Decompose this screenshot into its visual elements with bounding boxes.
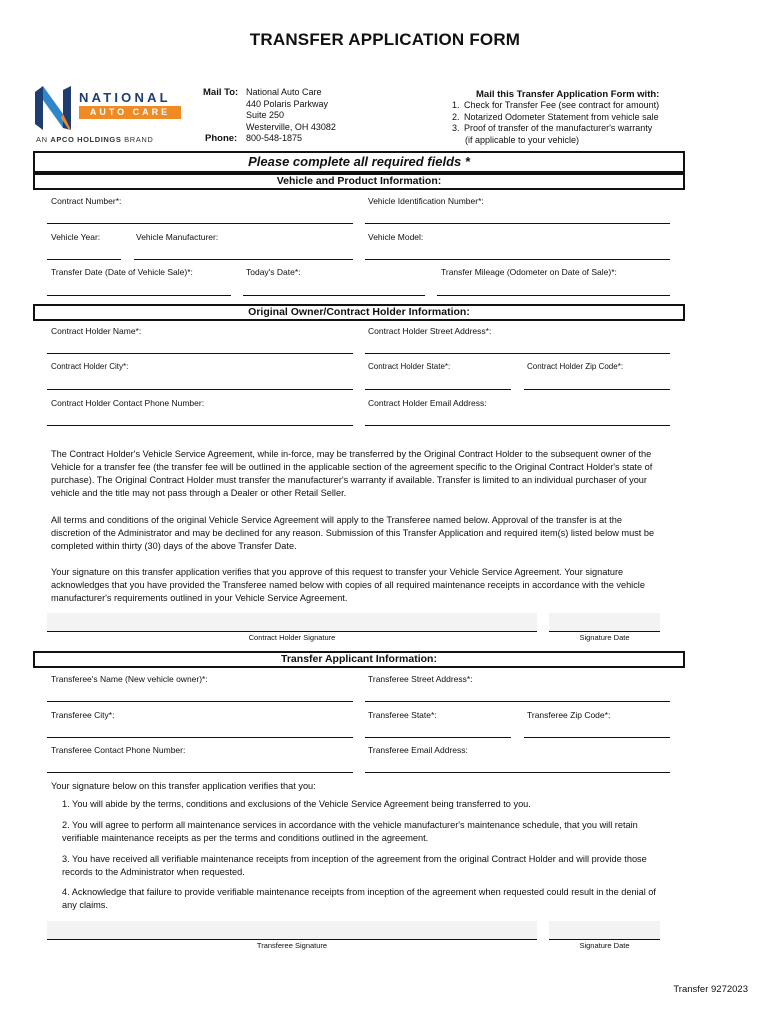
vin-label: Vehicle Identification Number*: bbox=[368, 196, 484, 206]
contract-number-field[interactable] bbox=[47, 223, 353, 224]
verify-item: 4. Acknowledge that failure to provide verifiable maintenance receipts from inception of the agreement when requested could result in the denial of any claims. bbox=[62, 887, 656, 910]
signature-date-line bbox=[549, 631, 660, 632]
vehicle-model-field[interactable] bbox=[365, 259, 670, 260]
vehicle-year-label: Vehicle Year: bbox=[51, 232, 101, 242]
vehicle-year-field[interactable] bbox=[47, 259, 121, 260]
transferee-signature-date-label: Signature Date bbox=[579, 941, 630, 950]
holder-name-field[interactable] bbox=[47, 353, 353, 354]
address-line: Westerville, OH 43082 bbox=[246, 121, 336, 132]
transferee-phone-field[interactable] bbox=[47, 772, 353, 773]
holder-zip-field[interactable] bbox=[524, 389, 670, 390]
transferee-phone-label: Transferee Contact Phone Number: bbox=[51, 745, 186, 755]
mail-to-label: Mail To: bbox=[203, 87, 239, 98]
contract-number-label: Contract Number*: bbox=[51, 196, 122, 206]
transferee-zip-label: Transferee Zip Code*: bbox=[527, 710, 611, 720]
holder-zip-label: Contract Holder Zip Code*: bbox=[527, 362, 624, 371]
holder-city-field[interactable] bbox=[47, 389, 353, 390]
holder-email-label: Contract Holder Email Address: bbox=[368, 398, 487, 408]
transferee-state-field[interactable] bbox=[365, 737, 511, 738]
verify-intro: Your signature below on this transfer application verifies that you: bbox=[51, 781, 316, 791]
transferee-street-field[interactable] bbox=[365, 701, 670, 702]
signature-line bbox=[47, 939, 537, 940]
transferee-city-label: Transferee City*: bbox=[51, 710, 115, 720]
transferee-email-label: Transferee Email Address: bbox=[368, 745, 468, 755]
mail-with-list: 1. Check for Transfer Fee (see contract for amount) 2. Notarized Odometer Statement from vehicle sale 3. Proof of transfer of the manufacturer's warranty (if applicable to your vehicle) bbox=[452, 100, 660, 145]
vehicle-manufacturer-label: Vehicle Manufacturer: bbox=[136, 232, 219, 242]
contract-holder-signature-label: Contract Holder Signature bbox=[248, 633, 336, 642]
signature-line bbox=[47, 631, 537, 632]
mail-with-item: Proof of transfer of the manufacturer's warranty bbox=[464, 123, 653, 133]
transferee-street-label: Transferee Street Address*: bbox=[368, 674, 473, 684]
holder-phone-field[interactable] bbox=[47, 425, 353, 426]
todays-date-label: Today's Date*: bbox=[246, 267, 301, 277]
required-fields-banner: Please complete all required fields * bbox=[33, 151, 685, 173]
section-vehicle-header: Vehicle and Product Information: bbox=[33, 173, 685, 190]
holder-city-label: Contract Holder City*: bbox=[51, 362, 129, 371]
form-title: TRANSFER APPLICATION FORM bbox=[249, 30, 521, 49]
holder-state-label: Contract Holder State*: bbox=[368, 362, 451, 371]
transferee-state-label: Transferee State*: bbox=[368, 710, 437, 720]
mail-with-item: Notarized Odometer Statement from vehicle sale bbox=[464, 111, 659, 122]
holder-name-label: Contract Holder Name*: bbox=[51, 326, 142, 336]
transferee-zip-field[interactable] bbox=[524, 737, 670, 738]
signature-date-label: Signature Date bbox=[579, 633, 630, 642]
transferee-signature-date-field[interactable] bbox=[549, 921, 660, 939]
phone-label: Phone: bbox=[205, 133, 238, 144]
transferee-name-label: Transferee's Name (New vehicle owner)*: bbox=[51, 674, 208, 684]
vin-field[interactable] bbox=[365, 223, 670, 224]
transfer-date-label: Transfer Date (Date of Vehicle Sale)*: bbox=[51, 267, 193, 277]
mileage-field[interactable] bbox=[437, 295, 670, 296]
conditions-paragraph: All terms and conditions of the original Vehicle Service Agreement will apply to the Transferee named below. Approval of the transfer is at the discretion of the Administrator and may be declined for any reason. Submission of this Transfer Application and required item(s) listed below must be completed within thirty (30) days of the above Transfer Date. bbox=[51, 515, 655, 551]
holder-street-label: Contract Holder Street Address*: bbox=[368, 326, 492, 336]
signature-paragraph: Your signature on this transfer application verifies that you approve of this request to transfer your Vehicle Service Agreement. Your signature acknowledges that you have provided the Transferee named below with copies of all required maintenance receipts in accordance with the vehicle manufacturer's requirements outlined in your Vehicle Service Agreement. bbox=[51, 567, 645, 603]
holder-state-field[interactable] bbox=[365, 389, 511, 390]
transferee-email-field[interactable] bbox=[365, 772, 670, 773]
signature-date-line bbox=[549, 939, 660, 940]
phone-number: 800-548-1875 bbox=[246, 133, 303, 143]
mail-with-title: Mail this Transfer Application Form with: bbox=[476, 89, 660, 100]
holder-email-field[interactable] bbox=[365, 425, 670, 426]
transfer-terms-paragraph: The Contract Holder's Vehicle Service Agreement, while in-force, may be transferred by the Original Contract Holder to the subsequent owner of the Vehicle for a transfer fee (the transfer fee will be outlined in the applicable section of the agreement specific to the Original Contract Holder's state of purchase). The Original Contract Holder must transfer the manufacturer's warranty if available. Transfer is limited to an individual purchaser of your vehicle and the title may not pass through a Dealer or other Retail Seller. bbox=[51, 449, 653, 498]
vehicle-model-label: Vehicle Model: bbox=[368, 232, 424, 242]
transferee-signature-field[interactable] bbox=[47, 921, 537, 939]
address-line: National Auto Care bbox=[246, 87, 322, 97]
mail-to-address bbox=[246, 87, 336, 145]
holder-phone-label: Contract Holder Contact Phone Number: bbox=[51, 398, 205, 408]
address-line: Suite 250 bbox=[246, 110, 285, 120]
mail-with-item: Check for Transfer Fee (see contract for amount) bbox=[464, 100, 660, 110]
verify-item: 1. You will abide by the terms, conditions and exclusions of the Vehicle Service Agreement being transferred to you. bbox=[62, 799, 531, 809]
contract-holder-signature-field[interactable] bbox=[47, 613, 537, 631]
transferee-signature-label: Transferee Signature bbox=[256, 941, 328, 950]
mail-with-note: (if applicable to your vehicle) bbox=[465, 134, 580, 145]
address-line: 440 Polaris Parkway bbox=[246, 98, 329, 109]
transferee-city-field[interactable] bbox=[47, 737, 353, 738]
verify-item: 3. You have received all verifiable maintenance receipts from inception of the agreement from the original Contract Holder and will provide those records to the Administrator when requested. bbox=[62, 854, 647, 877]
transfer-date-field[interactable] bbox=[47, 295, 231, 296]
holder-street-field[interactable] bbox=[365, 353, 670, 354]
todays-date-field[interactable] bbox=[243, 295, 425, 296]
signature-date-field[interactable] bbox=[549, 613, 660, 631]
verify-item: 2. You will agree to perform all maintenance services in accordance with the vehicle manufacturer's maintenance schedule, that you will retain verifiable maintenance receipts as per the terms and conditions outlined in the agreement. bbox=[62, 820, 638, 843]
vehicle-manufacturer-field[interactable] bbox=[134, 259, 353, 260]
logo-line2: AUTO CARE bbox=[79, 106, 181, 119]
section-owner-header: Original Owner/Contract Holder Information: bbox=[33, 304, 685, 321]
section-transferee-header: Transfer Applicant Information: bbox=[33, 651, 685, 668]
form-version-footer: Transfer 9272023 bbox=[673, 984, 748, 995]
mileage-label: Transfer Mileage (Odometer on Date of Sale)*: bbox=[441, 267, 617, 277]
brand-tagline: AN APCO HOLDINGS BRAND bbox=[36, 135, 154, 144]
transferee-name-field[interactable] bbox=[47, 701, 353, 702]
logo-line1: NATIONAL bbox=[79, 90, 171, 105]
